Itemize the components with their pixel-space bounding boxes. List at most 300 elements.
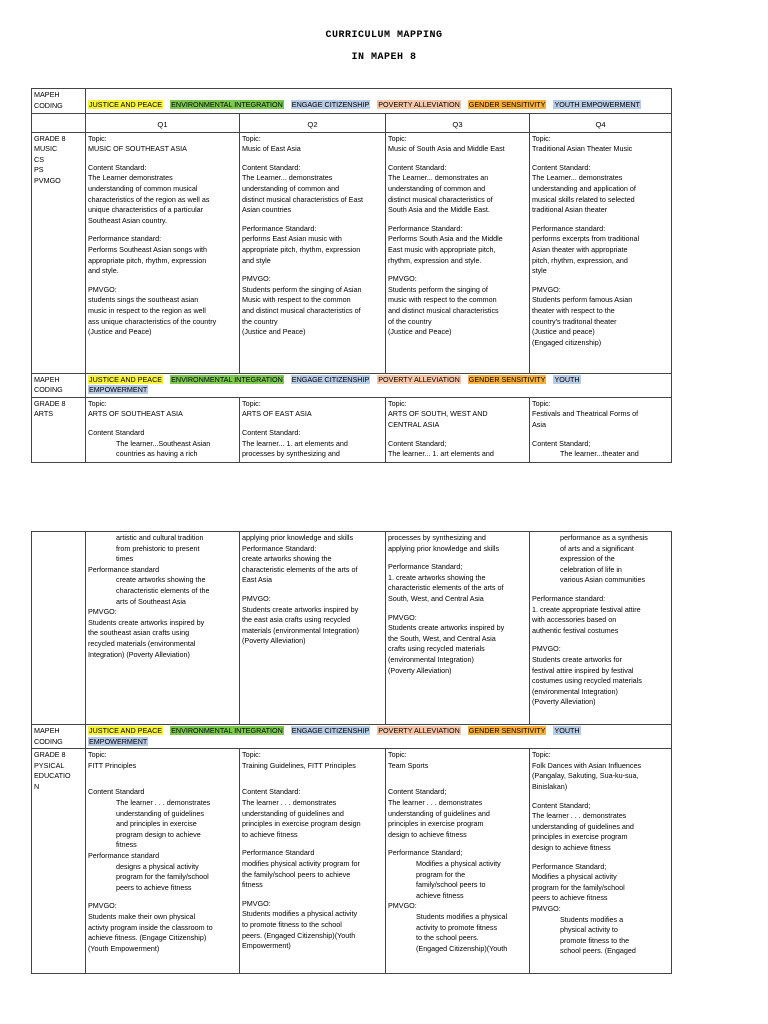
text-line: music in respect to the region as well — [88, 305, 206, 315]
theme-gender: GENDER SENSITIVITY — [468, 100, 546, 109]
coding-row — [32, 89, 672, 114]
theme-citizenship: ENGAGE CITIZENSHIP — [291, 726, 370, 735]
text-line: Content Standard: — [242, 787, 301, 797]
text-line: South, West, and Central Asia — [388, 593, 484, 603]
text-line: characteristics of the region as well as — [88, 194, 210, 204]
text-line: Modifies a physical activity — [532, 872, 617, 882]
text-line: program for the family/school — [116, 872, 209, 882]
text-line: the South, West, and Central Asia — [388, 633, 496, 643]
pe-q2 — [240, 749, 386, 974]
music-q3 — [386, 132, 530, 373]
theme-youth: YOUTH — [554, 726, 580, 735]
text-line: Traditional Asian Theater Music — [532, 144, 633, 154]
text-line: arts of Southeast Asia — [116, 596, 186, 606]
text-line: Students make their own physical — [88, 911, 196, 921]
text-line: activity to promote fitness — [416, 922, 498, 932]
text-line: program for the family/school — [532, 882, 625, 892]
arts-q2 — [240, 397, 386, 462]
text-line: fitness — [242, 880, 263, 890]
text-line: The Learner... demonstrates an — [388, 173, 489, 183]
coding-label: MAPEH CODING — [32, 89, 86, 114]
text-line: achieve fitness. (Engage Citizenship) — [88, 933, 207, 943]
text-line: (Engaged citizenship) — [532, 337, 602, 347]
text-line: The learner . . . demonstrates — [242, 797, 337, 807]
text-line: create artworks showing the — [116, 575, 206, 585]
text-line: The learner . . . demonstrates — [388, 797, 483, 807]
curriculum-table-page2 — [31, 531, 672, 974]
text-line: school peers. (Engaged — [560, 946, 636, 956]
text-line: Students modifies a physical activity — [242, 909, 358, 919]
text-line: understanding of guidelines and — [532, 821, 634, 831]
text-line: Content Standard: — [88, 162, 147, 172]
text-line: Students modifies a — [560, 914, 624, 924]
text-line: with accessories based on — [532, 615, 617, 625]
text-line — [242, 779, 383, 787]
text-line: music with respect to the common — [388, 295, 497, 305]
text-line: The learner...Southeast Asian — [116, 438, 211, 448]
text-line: Asia — [532, 419, 546, 429]
q3-header: Q3 — [386, 114, 530, 133]
music-q2 — [240, 132, 386, 373]
text-line: distinct musical characteristics of — [388, 194, 493, 204]
text-line: Asian countries — [242, 205, 292, 215]
text-line: performance as a synthesis — [560, 533, 648, 542]
text-line: Content Standard; — [388, 438, 447, 448]
text-line — [242, 266, 383, 274]
music-label — [32, 132, 86, 373]
text-line: Performance Standard; — [388, 848, 463, 858]
text-line: principles in exercise program design — [242, 819, 361, 829]
theme-youth-cont: EMPOWERMENT — [89, 736, 148, 746]
text-line: understanding of guidelines — [116, 808, 204, 818]
text-line: applying prior knowledge and skills — [388, 543, 500, 553]
text-line: from prehistoric to present — [116, 543, 200, 553]
theme-poverty: POVERTY ALLEVIATION — [378, 374, 460, 384]
text-line: PS — [34, 165, 44, 175]
music-q1 — [86, 132, 240, 373]
text-line: appropriate pitch, rhythm, expression — [88, 255, 207, 265]
text-line: appropriate pitch, rhythm, expression — [242, 244, 361, 254]
coding-label: MAPEH CODING — [32, 373, 86, 397]
text-line: understanding of guidelines and — [388, 808, 490, 818]
text-line: Folk Dances with Asian Influences — [532, 760, 642, 770]
text-line: understanding of common musical — [88, 183, 198, 193]
text-line: modifies physical activity program for — [242, 858, 360, 868]
text-line: to the school peers. — [416, 933, 479, 943]
text-line: PMVGO: — [388, 612, 417, 622]
text-line: country's traditonal theater — [532, 316, 617, 326]
text-line: crafts using recycled materials — [388, 644, 485, 654]
arts-cont-q1: artistic and cultural tradition from prehistoric to present times Performance standard create artworks showing the characteristic elements of the arts of Southeast Asia PMVGO: Students create artworks inspired by the southeast asian crafts using recycled materials (environmental Integration) (Poverty Alleviation) — [86, 532, 240, 725]
text-line: distinct musical characteristics of East — [242, 194, 364, 204]
theme-justice: JUSTICE AND PEACE — [89, 374, 163, 384]
text-line: costumes using recycled materials — [532, 676, 642, 686]
text-line: (Justice and Peace) — [88, 327, 152, 337]
text-line: Content Standard; — [532, 800, 591, 810]
text-line: GRADE 8 — [34, 133, 66, 143]
text-line: Performance Standard — [242, 848, 315, 858]
text-line: design to achieve fitness — [532, 842, 611, 852]
text-line: characteristic elements of the arts of — [242, 564, 358, 574]
text-line — [88, 771, 237, 779]
text-line: Content Standard: — [242, 427, 301, 437]
text-line: Performs South Asia and the Middle — [388, 234, 503, 244]
theme-tags — [86, 373, 672, 397]
text-line: FITT Principles — [88, 760, 137, 770]
q4-header: Q4 — [530, 114, 672, 133]
text-line: (Poverty Alleviation) — [242, 636, 306, 646]
text-line: understanding of common and — [388, 183, 486, 193]
text-line: musical skills related to selected — [532, 194, 635, 204]
text-line — [88, 226, 237, 234]
coding-row-pe — [32, 725, 672, 749]
text-line: design to achieve fitness — [388, 829, 467, 839]
text-line — [532, 586, 669, 594]
text-line: Students perform the singing of — [388, 284, 488, 294]
text-line — [242, 155, 383, 163]
text-line: The learner... 1. art elements and — [242, 438, 348, 448]
text-line: processes by synthesizing and — [388, 533, 486, 542]
text-line: artistic and cultural tradition — [116, 533, 204, 542]
theme-environment: ENVIRONMENTAL INTEGRATION — [171, 726, 283, 735]
theme-gender: GENDER SENSITIVITY — [468, 726, 546, 735]
text-line: The Learner... demonstrates — [242, 173, 333, 183]
text-line: theater with respect to the — [532, 305, 615, 315]
text-line: South Asia and the Middle East. — [388, 205, 490, 215]
text-line — [532, 277, 669, 285]
text-line: PMVGO: — [88, 901, 117, 911]
text-line: recycled materials (environmental — [88, 638, 196, 648]
text-line: physical activity to — [560, 925, 618, 935]
text-line: Content Standard: — [242, 162, 301, 172]
text-line: Performance Standard: — [388, 223, 463, 233]
text-line — [242, 420, 383, 428]
text-line: Performance Standard: — [242, 543, 317, 553]
text-line: and distinct musical characteristics — [388, 305, 499, 315]
text-line — [532, 216, 669, 224]
text-line — [88, 893, 237, 901]
text-line: Music of South Asia and Middle East — [388, 144, 505, 154]
text-line: rhythm, expression and style. — [388, 255, 482, 265]
text-line — [388, 155, 527, 163]
text-line: Music of East Asia — [242, 144, 301, 154]
text-line: 1. create artworks showing the — [388, 572, 486, 582]
text-line: EDUCATIO — [34, 771, 71, 781]
text-line — [388, 431, 527, 439]
text-line: Team Sports — [388, 760, 429, 770]
text-line — [242, 216, 383, 224]
text-line: celebration of life in — [560, 564, 622, 574]
text-line: Performs Southeast Asian songs with — [88, 244, 208, 254]
text-line: CENTRAL ASIA — [388, 419, 440, 429]
theme-gender: GENDER SENSITIVITY — [468, 374, 546, 384]
text-line: The Learner... demonstrates — [532, 173, 623, 183]
text-line: of the country — [388, 316, 432, 326]
text-line: Students create artworks for — [532, 654, 622, 664]
text-line: Content Standard — [88, 787, 145, 797]
text-line: activty program inside the classroom to — [88, 922, 213, 932]
text-line: Topic: — [532, 133, 551, 143]
text-line: Binislakan) — [532, 781, 568, 791]
text-line: times — [116, 554, 134, 564]
text-line: pitch, rhythm, expression, and — [532, 255, 628, 265]
text-line: performs East Asian music with — [242, 234, 342, 244]
arts-label — [32, 397, 86, 462]
text-line: PYSICAL — [34, 760, 65, 770]
text-line: Topic: — [388, 750, 407, 760]
text-line: expression of the — [560, 554, 615, 564]
text-line — [532, 155, 669, 163]
text-line — [88, 155, 237, 163]
text-line: understanding of common and — [242, 183, 340, 193]
theme-tags — [86, 725, 672, 749]
text-line: Southeast Asian country. — [88, 215, 167, 225]
text-line: the country — [242, 316, 278, 326]
text-line: processes by synthesizing and — [242, 449, 340, 459]
text-line — [388, 771, 527, 779]
text-line: Festivals and Theatrical Forms of — [532, 409, 639, 419]
doc-subtitle: IN MAPEH 8 — [351, 52, 417, 63]
text-line: ARTS — [34, 409, 54, 419]
text-line — [88, 779, 237, 787]
text-line: Content Standard — [88, 427, 145, 437]
text-line: characteristic elements of the arts of — [388, 583, 504, 593]
quarter-header-row — [32, 114, 672, 133]
text-line: ARTS OF SOUTH, WEST AND — [388, 409, 488, 419]
text-line: The Learner demonstrates — [88, 173, 173, 183]
text-line: Students create artworks inspired by — [88, 617, 205, 627]
text-line: and style — [242, 255, 271, 265]
text-line: Empowerment) — [242, 941, 291, 951]
text-line: to achieve fitness — [242, 829, 298, 839]
arts-row — [32, 397, 672, 462]
text-line: Topic: — [242, 398, 261, 408]
text-line — [388, 840, 527, 848]
text-line — [242, 771, 383, 779]
text-line — [532, 431, 669, 439]
theme-justice: JUSTICE AND PEACE — [89, 726, 163, 735]
theme-environment: ENVIRONMENTAL INTEGRATION — [171, 374, 283, 384]
text-line: style — [532, 266, 547, 276]
curriculum-table-page1 — [31, 88, 672, 463]
arts-cont-row — [32, 532, 672, 725]
text-line: and style. — [88, 266, 119, 276]
text-line: materials (environmental Integration) — [242, 625, 360, 635]
text-line: various Asian communities — [560, 575, 646, 585]
text-line: The learner... 1. art elements and — [388, 449, 494, 459]
text-line: PMVGO: — [242, 898, 271, 908]
pe-q3: Topic: Team Sports Content Standard; The learner . . . demonstrates understanding of guidelines and principles in exercise program design to achieve fitness Performance Standard; Modifies a physical activity program for the family/school peers to achieve fitness PMVGO: Students modifies a physical activity to promote fitness to the school peers. (Engaged Citizenship)(Youth — [386, 749, 530, 974]
text-line: (Pangalay, Sakuting, Sua-ku-sua, — [532, 771, 639, 781]
theme-youth-cont: EMPOWERMENT — [89, 385, 148, 395]
text-line: to promote fitness to the school — [242, 919, 342, 929]
text-line: (environmental Integration) — [532, 686, 618, 696]
text-line: Topic: — [388, 133, 407, 143]
text-line: Topic: — [242, 750, 261, 760]
pe-row — [32, 749, 672, 974]
text-line: the southeast asian crafts using — [88, 628, 190, 638]
text-line: GRADE 8 — [34, 750, 66, 760]
pe-q1: Topic: FITT Principles Content Standard The learner . . . demonstrates understanding of guidelines and principles in exercise program design to achieve fitness Performance standard designs a physical activity program for the family/school peers to achieve fitness PMVGO: Students make their own physical activty program inside the classroom to achieve fitness. (Engage Citizenship) (Youth Empowerment) — [86, 749, 240, 974]
theme-environment: ENVIRONMENTAL INTEGRATION — [171, 100, 283, 109]
text-line: Integration) (Poverty Alleviation) — [88, 649, 190, 659]
text-line: Students create artworks inspired by — [388, 623, 505, 633]
text-line: ARTS OF EAST ASIA — [242, 409, 312, 419]
text-line: the family/school peers to achieve — [242, 869, 351, 879]
text-line: The learner . . . demonstrates — [116, 797, 211, 807]
theme-poverty: POVERTY ALLEVIATION — [378, 100, 460, 109]
text-line: PMVGO: — [242, 274, 271, 284]
text-line — [388, 605, 527, 613]
theme-youth: YOUTH — [554, 374, 580, 384]
text-line: Content Standard; — [388, 787, 447, 797]
text-line — [388, 779, 527, 787]
text-line — [532, 793, 669, 801]
text-line: designs a physical activity — [116, 861, 199, 871]
text-line: GRADE 8 — [34, 398, 66, 408]
text-line: promote fitness to the — [560, 935, 630, 945]
text-line: The learner...theater and — [560, 449, 639, 459]
text-line: Topic: — [242, 133, 261, 143]
theme-tags — [86, 89, 672, 114]
text-line: peers to achieve fitness — [116, 882, 192, 892]
text-line: peers. (Engaged Citizenship)(Youth — [242, 930, 356, 940]
text-line: authentic festival costumes — [532, 625, 619, 635]
text-line: PMVGO: — [532, 903, 561, 913]
text-line: create artworks showing the — [242, 554, 332, 564]
theme-poverty: POVERTY ALLEVIATION — [378, 726, 460, 735]
coding-label: MAPEH CODING — [32, 725, 86, 749]
text-line: Content Standard; — [532, 438, 591, 448]
text-line: performs excerpts from traditional — [532, 234, 640, 244]
text-line: PVMGO — [34, 175, 61, 185]
text-line: (Youth Empowerment) — [88, 943, 160, 953]
text-line — [532, 636, 669, 644]
text-line: Content Standard: — [532, 162, 591, 172]
q1-header: Q1 — [86, 114, 240, 133]
arts-cont-q2 — [240, 532, 386, 725]
text-line: Students modifies a physical — [416, 911, 508, 921]
text-line: PMVGO: — [88, 607, 117, 617]
text-line: and distinct musical characteristics of — [242, 305, 361, 315]
text-line: N — [34, 781, 40, 791]
text-line: Performance standard: — [88, 234, 162, 244]
music-row — [32, 132, 672, 373]
arts-q4 — [530, 397, 672, 462]
text-line: characteristic elements of the — [116, 585, 210, 595]
text-line: the east asia crafts using recycled — [242, 615, 351, 625]
text-line: Topic: — [388, 398, 407, 408]
text-line: Topic: — [532, 398, 551, 408]
text-line: peers to achieve fitness — [532, 893, 608, 903]
text-line: MUSIC OF SOUTHEAST ASIA — [88, 144, 187, 154]
arts-cont-q3 — [386, 532, 530, 725]
text-line: 1. create appropriate festival attire — [532, 604, 641, 614]
text-line: (environmental Integration) — [388, 654, 474, 664]
text-line — [242, 891, 383, 899]
text-line: of arts and a significant — [560, 543, 634, 553]
text-line: Performance Standard; — [532, 861, 607, 871]
text-line: Topic: — [88, 750, 107, 760]
theme-citizenship: ENGAGE CITIZENSHIP — [291, 100, 370, 109]
text-line: (Justice and peace) — [532, 327, 595, 337]
text-line: program for the — [416, 869, 466, 879]
text-line: Performance standard: — [532, 593, 606, 603]
text-line: principles in exercise program — [532, 832, 628, 842]
text-line: achieve fitness — [416, 890, 464, 900]
text-line: Topic: — [88, 133, 107, 143]
text-line: (Justice and Peace) — [388, 327, 452, 337]
text-line: (Engaged Citizenship)(Youth — [416, 943, 508, 953]
arts-q3 — [386, 397, 530, 462]
text-line: fitness — [116, 840, 137, 850]
theme-youth: YOUTH EMPOWERMENT — [554, 100, 640, 109]
pe-label — [32, 749, 86, 974]
text-line: program design to achieve — [116, 829, 201, 839]
text-line: family/school peers to — [416, 880, 486, 890]
arts-q1 — [86, 397, 240, 462]
text-line — [88, 420, 237, 428]
doc-title: CURRICULUM MAPPING — [325, 30, 443, 41]
q2-header: Q2 — [240, 114, 386, 133]
text-line: countries as having a rich — [116, 449, 198, 459]
text-line: Performance standard: — [532, 223, 606, 233]
text-line: Performance Standard: — [242, 223, 317, 233]
text-line: Asian theater with appropriate — [532, 244, 628, 254]
text-line: students sings the southeast asian — [88, 295, 199, 305]
text-line: Students create artworks inspired by — [242, 604, 359, 614]
text-line: PMVGO: — [388, 274, 417, 284]
text-line: Modifies a physical activity — [416, 858, 501, 868]
text-line: understanding and application of — [532, 183, 636, 193]
arts-cont-q4 — [530, 532, 672, 725]
text-line: The learner . . . demonstrates — [532, 811, 627, 821]
text-line: understanding of guidelines and — [242, 808, 344, 818]
text-line: Performance Standard; — [388, 562, 463, 572]
text-line: PMVGO: — [532, 644, 561, 654]
text-line: unique characteristics of a particular — [88, 205, 204, 215]
text-line: CS — [34, 154, 44, 164]
text-line: MUSIC — [34, 144, 58, 154]
text-line: and principles in exercise — [116, 819, 197, 829]
text-line — [388, 554, 527, 562]
text-line: Content Standard: — [388, 162, 447, 172]
text-line — [388, 266, 527, 274]
text-line: ass unique characteristics of the country — [88, 316, 217, 326]
text-line — [388, 216, 527, 224]
text-line: PMVGO: — [532, 284, 561, 294]
text-line: Topic: — [88, 398, 107, 408]
coding-row-arts — [32, 373, 672, 397]
text-line: principles in exercise program — [388, 819, 484, 829]
theme-justice: JUSTICE AND PEACE — [89, 100, 163, 109]
text-line: Students perform famous Asian — [532, 295, 633, 305]
text-line: traditional Asian theater — [532, 205, 608, 215]
text-line: Training Guidelines, FITT Principles — [242, 760, 356, 770]
text-line: (Poverty Alleviation) — [388, 665, 452, 675]
text-line: PMVGO: — [88, 284, 117, 294]
music-q4 — [530, 132, 672, 373]
text-line: ARTS OF SOUTHEAST ASIA — [88, 409, 183, 419]
text-line: Topic: — [532, 750, 551, 760]
text-line — [88, 277, 237, 285]
text-line: PMVGO: — [242, 593, 271, 603]
theme-citizenship: ENGAGE CITIZENSHIP — [291, 374, 370, 384]
text-line — [532, 854, 669, 862]
text-line — [242, 586, 383, 594]
text-line: (Poverty Alleviation) — [532, 697, 596, 707]
text-line — [242, 840, 383, 848]
